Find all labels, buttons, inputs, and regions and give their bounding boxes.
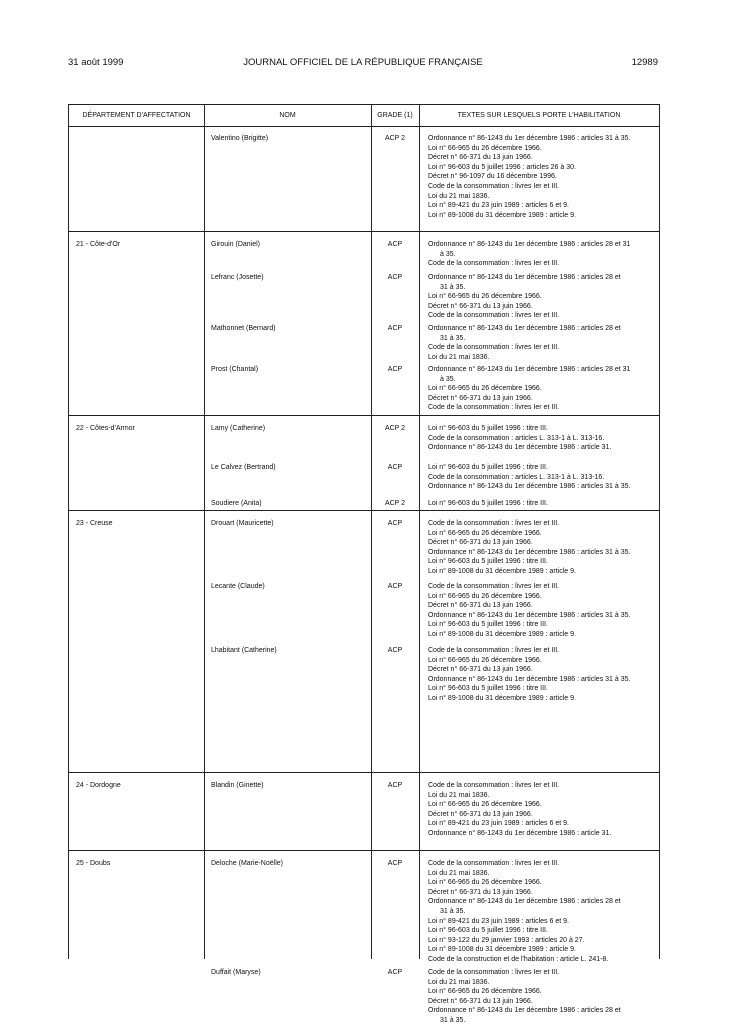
texts-cell — [428, 781, 656, 839]
text-line: 31 à 35. — [440, 907, 466, 915]
text-line: Loi n° 66-965 du 26 décembre 1966. — [428, 529, 542, 537]
text-line: Loi n° 96-603 du 5 juillet 1996 : titre III. — [428, 500, 548, 507]
text-line: Loi n° 93-122 du 29 janvier 1993 : articles 20 à 27. — [428, 936, 585, 944]
agent-name: Mathonnet (Bernard) — [211, 325, 276, 332]
department-group — [69, 415, 659, 511]
agent-name: Prost (Chantal) — [211, 366, 259, 373]
text-line: Décret n° 66-371 du 13 juin 1966. — [428, 539, 533, 547]
text-line: Loi n° 89-1008 du 31 décembre 1989 : article 9. — [428, 567, 576, 575]
grade-cell: ACP — [387, 366, 403, 373]
text-line: Code de la consommation : articles L. 313-1 à L. 313-16. — [428, 434, 605, 442]
text-line: Code de la consommation : livres Ier et III. — [428, 860, 560, 867]
department-cell: 21 - Côte-d'Or — [76, 241, 121, 248]
text-line: Loi du 21 mai 1836. — [428, 192, 490, 200]
agent-name: Lamy (Catherine) — [211, 425, 266, 432]
text-line: Ordonnance n° 86-1243 du 1er décembre 1986 : articles 28 et 31 — [428, 366, 631, 373]
grade-cell: ACP — [387, 782, 403, 789]
journal-title: JOURNAL OFFICIEL DE LA RÉPUBLIQUE FRANÇAISE — [243, 57, 483, 68]
text-line: Loi n° 96-603 du 5 juillet 1996 : titre III. — [428, 685, 548, 693]
page-number: 12989 — [631, 57, 658, 68]
texts-cell — [428, 463, 656, 492]
agent-name: Duffait (Maryse) — [211, 969, 261, 976]
grade-cell: ACP — [387, 969, 403, 976]
table-header — [69, 105, 659, 127]
text-line: Code de la consommation : livres Ier et III. — [428, 647, 560, 654]
grade-cell: ACP — [387, 583, 403, 590]
texts-cell — [428, 424, 656, 453]
agent-name: Lefranc (Josette) — [211, 274, 264, 281]
text-line: Loi n° 66-965 du 26 décembre 1966. — [428, 293, 542, 301]
text-line: Ordonnance n° 86-1243 du 1er décembre 1986 : articles 28 et — [428, 274, 621, 281]
text-line: Loi n° 89-421 du 23 juin 1989 : articles 6 et 9. — [428, 820, 569, 828]
text-line: Loi du 21 mai 1836. — [428, 869, 490, 877]
text-line: Code de la consommation : livres Ier et III. — [428, 404, 560, 412]
grade-cell: ACP 2 — [384, 425, 406, 432]
text-line: Loi n° 89-421 du 23 juin 1989 : articles 6 et 9. — [428, 917, 569, 925]
grade-cell: ACP — [387, 325, 403, 332]
text-line: Décret n° 66-371 du 13 juin 1966. — [428, 394, 533, 402]
text-line: Loi n° 89-1008 du 31 décembre 1989 : article 9. — [428, 630, 576, 638]
text-line: Code de la consommation : livres Ier et III. — [428, 583, 560, 590]
texts-cell — [428, 240, 656, 269]
text-line: Loi n° 96-603 du 5 juillet 1996 : titre III. — [428, 425, 548, 432]
agent-name: Drouart (Mauricette) — [211, 520, 274, 527]
issue-date: 31 août 1999 — [68, 57, 124, 68]
agent-name: Soudiere (Anita) — [211, 500, 262, 507]
text-line: Loi n° 66-965 du 26 décembre 1966. — [428, 385, 542, 393]
agent-name: Lecante (Claude) — [211, 583, 265, 590]
texts-cell — [428, 859, 656, 965]
text-line: Ordonnance n° 86-1243 du 1er décembre 1986 : articles 31 à 35. — [428, 135, 631, 142]
texts-cell — [428, 519, 656, 577]
department-group — [69, 126, 659, 232]
text-line: Loi n° 89-421 du 23 juin 1989 : articles 6 et 9. — [428, 202, 569, 210]
grade-cell: ACP — [387, 647, 403, 654]
text-line: Ordonnance n° 86-1243 du 1er décembre 1986 : articles 28 et — [428, 898, 621, 906]
texts-cell — [428, 365, 656, 413]
text-line: Loi n° 66-965 du 26 décembre 1966. — [428, 656, 542, 664]
text-line: Décret n° 66-371 du 13 juin 1966. — [428, 154, 533, 162]
agent-name: Le Calvez (Bertrand) — [211, 464, 276, 471]
text-line: Ordonnance n° 86-1243 du 1er décembre 1986 : articles 28 et — [428, 1007, 621, 1015]
grade-cell: ACP — [387, 241, 403, 248]
grade-cell: ACP — [387, 464, 403, 471]
text-line: Code de la consommation : livres Ier et III. — [428, 344, 560, 352]
text-line: Décret n° 66-371 du 13 juin 1966. — [428, 810, 533, 818]
habilitation-table — [68, 104, 660, 1024]
agent-name: Valentino (Brigitte) — [211, 135, 269, 142]
texts-cell — [428, 582, 656, 640]
department-group — [69, 231, 659, 416]
page-header — [68, 57, 658, 69]
text-line: Loi n° 66-965 du 26 décembre 1966. — [428, 592, 542, 600]
text-line: Ordonnance n° 86-1243 du 1er décembre 1986 : articles 31 à 35. — [428, 483, 631, 491]
texts-cell — [428, 273, 656, 321]
grade-cell: ACP 2 — [384, 500, 406, 507]
texts-cell — [428, 324, 656, 362]
text-line: Loi n° 66-965 du 26 décembre 1966. — [428, 144, 542, 152]
text-line: Ordonnance n° 86-1243 du 1er décembre 1986 : articles 31 à 35. — [428, 611, 631, 619]
agent-name: Lhabitant (Catherine) — [211, 647, 277, 654]
text-line: Code de la consommation : livres Ier et III. — [428, 969, 560, 976]
text-line: Décret n° 96-1097 du 16 décembre 1996. — [428, 173, 557, 181]
department-group — [69, 772, 659, 851]
column-header-name: NOM — [279, 112, 296, 119]
text-line: Loi n° 66-965 du 26 décembre 1966. — [428, 988, 542, 996]
agent-name: Blandin (Ginette) — [211, 782, 264, 789]
texts-cell — [428, 968, 656, 1026]
department-cell: 22 - Côtes-d'Armor — [76, 425, 135, 432]
texts-cell — [428, 134, 656, 220]
text-line: Ordonnance n° 86-1243 du 1er décembre 1986 : articles 31 à 35. — [428, 675, 631, 683]
text-line: Décret n° 66-371 du 13 juin 1966. — [428, 888, 533, 896]
text-line: Code de la construction et de l'habitation : article L. 241-8. — [428, 955, 609, 963]
text-line: Loi n° 96-603 du 5 juillet 1996 : articles 26 à 30. — [428, 163, 576, 171]
department-group — [69, 510, 659, 773]
text-line: Loi n° 89-1008 du 31 décembre 1989 : article 9. — [428, 946, 576, 954]
text-line: Code de la consommation : livres Ier et III. — [428, 182, 560, 190]
column-header-texts: TEXTES SUR LESQUELS PORTE L'HABILITATION — [457, 112, 621, 119]
text-line: Loi n° 89-1008 du 31 décembre 1989 : article 9. — [428, 211, 576, 219]
text-line: Loi n° 96-603 du 5 juillet 1996 : titre III. — [428, 464, 548, 471]
text-line: Loi n° 66-965 du 26 décembre 1966. — [428, 879, 542, 887]
text-line: Décret n° 66-371 du 13 juin 1966. — [428, 997, 533, 1005]
text-line: Code de la consommation : livres Ier et III. — [428, 312, 560, 320]
text-line: Ordonnance n° 86-1243 du 1er décembre 1986 : article 31. — [428, 444, 612, 452]
text-line: Loi n° 96-603 du 5 juillet 1996 : titre III. — [428, 558, 548, 566]
text-line: Code de la consommation : livres Ier et III. — [428, 782, 560, 789]
text-line: Ordonnance n° 86-1243 du 1er décembre 1986 : articles 28 et — [428, 325, 621, 332]
grade-cell: ACP — [387, 274, 403, 281]
department-group — [69, 850, 659, 1024]
text-line: 31 à 35. — [440, 283, 466, 291]
text-line: Loi n° 96-603 du 5 juillet 1996 : titre III. — [428, 927, 548, 935]
texts-cell — [428, 499, 656, 509]
text-line: Loi du 21 mai 1836. — [428, 791, 490, 799]
text-line: 31 à 35. — [440, 1016, 466, 1024]
department-cell: 23 - Creuse — [76, 520, 113, 527]
text-line: Loi n° 96-603 du 5 juillet 1996 : titre III. — [428, 621, 548, 629]
text-line: Code de la consommation : livres Ier et III. — [428, 520, 560, 527]
texts-cell — [428, 646, 656, 704]
grade-cell: ACP — [387, 860, 403, 867]
text-line: Loi du 21 mai 1836. — [428, 353, 490, 361]
grade-cell: ACP 2 — [384, 135, 406, 142]
text-line: Code de la consommation : articles L. 313-1 à L. 313-16. — [428, 473, 605, 481]
department-cell: 24 - Dordogne — [76, 782, 121, 789]
department-cell: 25 - Doubs — [76, 860, 111, 867]
agent-name: Girouin (Daniel) — [211, 241, 261, 248]
text-line: à 35. — [440, 375, 456, 383]
text-line: à 35. — [440, 250, 456, 258]
text-line: Code de la consommation : livres Ier et III. — [428, 260, 560, 268]
text-line: Loi n° 89-1008 du 31 décembre 1989 : article 9. — [428, 694, 576, 702]
grade-cell: ACP — [387, 520, 403, 527]
text-line: Décret n° 66-371 du 13 juin 1966. — [428, 666, 533, 674]
agent-name: Deloche (Marie-Noëlle) — [211, 860, 283, 867]
text-line: Loi n° 66-965 du 26 décembre 1966. — [428, 801, 542, 809]
text-line: Loi du 21 mai 1836. — [428, 978, 490, 986]
text-line: Décret n° 66-371 du 13 juin 1966. — [428, 302, 533, 310]
text-line: Ordonnance n° 86-1243 du 1er décembre 1986 : article 31. — [428, 829, 612, 837]
column-header-department: DÉPARTEMENT D'AFFECTATION — [82, 112, 191, 119]
text-line: 31 à 35. — [440, 334, 466, 342]
column-header-grade: GRADE (1) — [377, 112, 413, 119]
text-line: Décret n° 66-371 du 13 juin 1966. — [428, 602, 533, 610]
text-line: Ordonnance n° 86-1243 du 1er décembre 1986 : articles 31 à 35. — [428, 548, 631, 556]
text-line: Ordonnance n° 86-1243 du 1er décembre 1986 : articles 28 et 31 — [428, 241, 631, 248]
